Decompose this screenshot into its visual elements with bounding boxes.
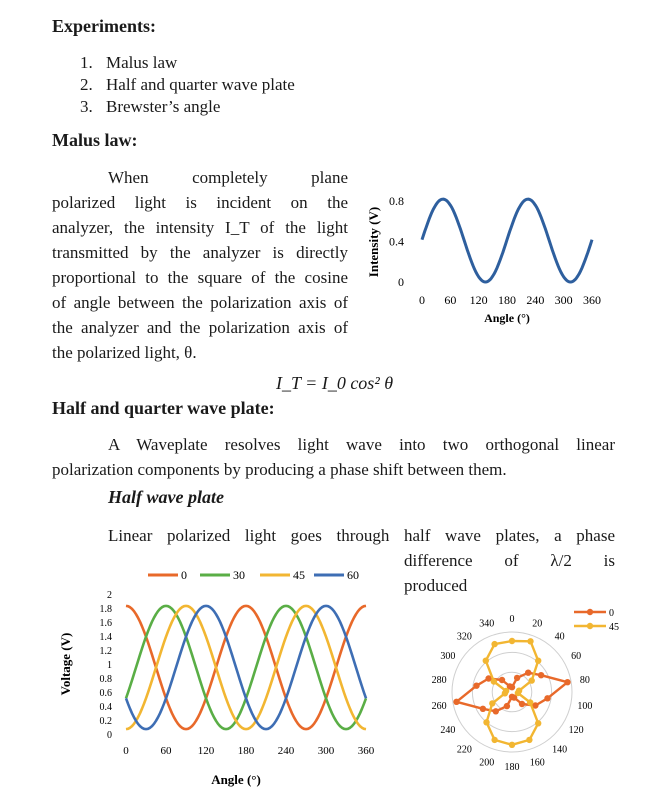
polar-point <box>491 678 497 684</box>
y-axis-label: Voltage (V) <box>58 632 73 696</box>
polar-point <box>509 694 515 700</box>
x-tick-label: 360 <box>357 745 375 757</box>
waveplate-paragraph <box>52 432 615 482</box>
angle-label: 280 <box>431 675 447 687</box>
malus-line-1: When completely plane <box>108 168 348 187</box>
angle-label: 240 <box>440 725 456 736</box>
polar-point <box>564 679 570 685</box>
angle-label: 60 <box>571 651 582 662</box>
angle-label: 300 <box>440 651 456 662</box>
experiments-list <box>80 52 295 118</box>
polar-point <box>504 703 510 709</box>
angle-label: 180 <box>504 762 520 773</box>
polar-point <box>483 719 489 725</box>
malus-equation: I_T = I_0 cos² θ <box>276 373 394 393</box>
polar-point <box>493 708 499 714</box>
list-item: 3. Brewster’s angle <box>80 97 221 116</box>
polar-grid-ring <box>492 672 532 712</box>
y-tick-label: 0.4 <box>389 234 404 249</box>
x-tick-label: 240 <box>277 745 295 757</box>
malus-line-4: transmitted by the analyzer is directly <box>52 243 348 262</box>
y-tick-label: 1.4 <box>99 632 112 643</box>
legend-label: 0 <box>181 568 187 582</box>
polar-point <box>483 658 489 664</box>
legend-label: 60 <box>347 568 359 582</box>
x-tick-label: 60 <box>444 293 457 307</box>
angle-label: 0 <box>509 614 515 625</box>
polar-series-0 <box>457 673 568 712</box>
x-axis-label: Angle (°) <box>484 311 530 325</box>
y-tick-label: 0 <box>107 730 112 741</box>
polar-point <box>538 672 544 678</box>
polar-point <box>515 690 521 696</box>
x-tick-label: 300 <box>317 745 335 757</box>
angle-label: 320 <box>456 631 472 643</box>
y-axis-label: Intensity (V) <box>366 206 381 278</box>
polar-point <box>544 695 550 701</box>
polar-grid-ring <box>472 652 551 731</box>
x-tick-label: 0 <box>123 745 129 757</box>
y-tick-label: 1.2 <box>99 646 112 657</box>
polar-point <box>535 658 541 664</box>
x-tick-label: 360 <box>583 293 601 307</box>
polar-point <box>453 699 459 705</box>
polar-point <box>527 638 533 644</box>
polar-point <box>509 742 515 748</box>
malus-line-7: the analyzer and the polarization axis of <box>52 318 348 337</box>
angle-label: 160 <box>529 757 545 769</box>
waveplate-line-1: A Waveplate resolves light wave into two orthogonal linear <box>108 435 615 454</box>
malus-paragraph <box>52 165 348 365</box>
polar-point <box>480 706 486 712</box>
legend-label: 30 <box>233 568 245 582</box>
polar-point <box>525 670 531 676</box>
x-tick-label: 0 <box>419 293 425 307</box>
y-tick-label: 0.4 <box>99 702 112 713</box>
x-tick-label: 120 <box>197 745 215 757</box>
legend-label: 0 <box>609 608 614 619</box>
angle-label: 20 <box>532 618 543 630</box>
polar-point <box>489 700 495 706</box>
list-item: 1. Malus law <box>80 53 178 72</box>
half-wave-subheading: Half wave plate <box>108 487 224 507</box>
y-tick-label: 1.8 <box>99 604 112 615</box>
y-tick-label: 1.6 <box>99 618 112 629</box>
x-tick-label: 300 <box>554 293 573 307</box>
malus-line-8: the polarized light, θ. <box>52 343 197 362</box>
half-wave-line-2: difference of λ/2 is <box>404 551 615 570</box>
angle-label: 260 <box>431 700 447 712</box>
polar-point <box>519 701 525 707</box>
malus-heading: Malus law: <box>52 130 138 150</box>
legend-label: 45 <box>609 622 619 633</box>
polar-point <box>514 675 520 681</box>
polar-point <box>491 737 497 743</box>
malus-chart <box>360 172 620 334</box>
half-wave-line-3: produced <box>404 576 468 595</box>
malus-line-5: proportional to the square of the cosine <box>52 268 348 287</box>
angle-label: 140 <box>552 744 568 756</box>
y-tick-label: 1 <box>107 660 112 671</box>
polar-point <box>535 720 541 726</box>
malus-line-6: of angle between the polarization axis of <box>52 293 348 312</box>
angle-label: 40 <box>554 631 565 643</box>
y-tick-label: 0.6 <box>99 688 112 699</box>
angle-label: 100 <box>577 700 593 712</box>
polar-point <box>503 688 509 694</box>
legend-marker <box>587 609 593 615</box>
y-tick-label: 0.2 <box>99 716 112 727</box>
polar-chart <box>412 602 652 774</box>
list-item: 2. Half and quarter wave plate <box>80 75 295 94</box>
x-tick-label: 60 <box>160 745 172 757</box>
y-tick-label: 0 <box>398 275 404 289</box>
experiments-heading: Experiments: <box>52 16 156 36</box>
angle-label: 80 <box>579 675 590 687</box>
y-tick-label: 0.8 <box>99 674 112 685</box>
half-wave-chart <box>52 562 382 794</box>
polar-point <box>526 737 532 743</box>
waveplate-heading: Half and quarter wave plate: <box>52 398 275 418</box>
angle-label: 220 <box>456 744 472 756</box>
half-wave-line-1: Linear polarized light goes through half wave plates, a phase <box>108 526 615 545</box>
polar-point <box>527 699 533 705</box>
series-line-intensity <box>422 199 592 282</box>
x-axis-label: Angle (°) <box>211 772 261 787</box>
malus-line-3: analyzer, the intensity I_T of the light <box>52 218 348 237</box>
polar-point <box>491 641 497 647</box>
x-tick-label: 180 <box>498 293 516 307</box>
y-tick-label: 2 <box>107 590 112 601</box>
angle-label: 200 <box>479 757 495 769</box>
x-tick-label: 120 <box>469 293 488 307</box>
angle-label: 120 <box>568 725 584 736</box>
legend-marker <box>587 623 593 629</box>
x-tick-label: 180 <box>237 745 255 757</box>
angle-label: 340 <box>479 618 495 630</box>
x-tick-label: 240 <box>526 293 545 307</box>
polar-point <box>509 638 515 644</box>
polar-point <box>473 683 479 689</box>
polar-point <box>499 677 505 683</box>
waveplate-line-2: polarization components by producing a phase shift between them. <box>52 460 507 479</box>
malus-line-2: polarized light is incident on the <box>52 193 348 212</box>
polar-point <box>529 677 535 683</box>
legend-label: 45 <box>293 568 305 582</box>
y-tick-label: 0.8 <box>389 194 404 209</box>
